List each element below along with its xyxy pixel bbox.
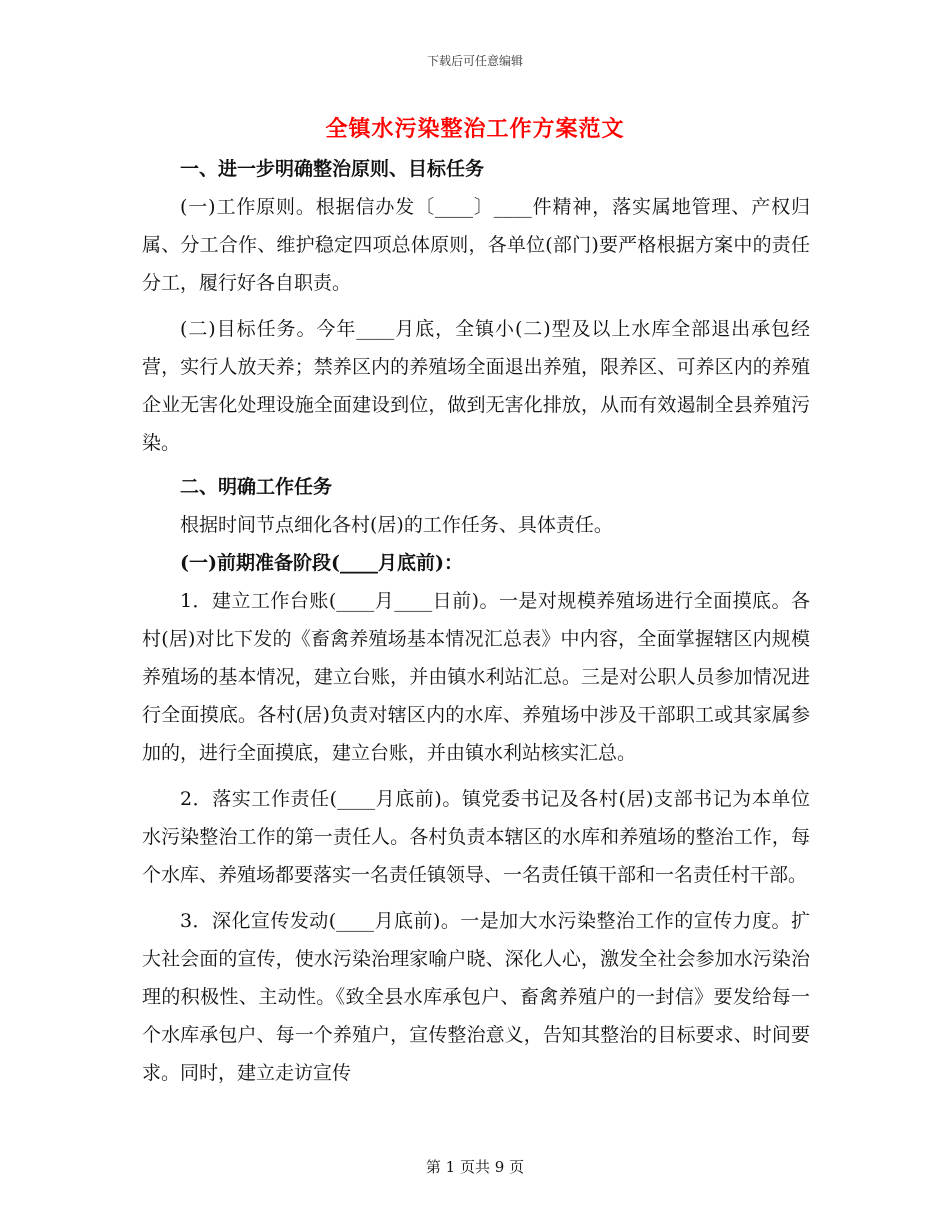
paragraph-intro: 根据时间节点细化各村(居)的工作任务、具体责任。: [180, 514, 613, 536]
paragraph-item-2: 2．落实工作责任(____月底前)。镇党委书记及各村(居)支部书记为本单位水污染整治工作的第一责任人。各村负责本辖区的水库和养殖场的整治工作，每个水库、养殖场都要落实一名责任镇领导、一名责任镇干部和一名责任村干部。: [142, 788, 810, 886]
section-heading-1: 一、进一步明确整治原则、目标任务: [180, 158, 485, 180]
page-footer-number: 第 1 页共 9 页: [425, 1158, 525, 1176]
paragraph-target-task: (二)目标任务。今年____月底，全镇小(二)型及以上水库全部退出承包经营，实行人放天养；禁养区内的养殖场全面退出养殖，限养区、可养区内的养殖企业无害化处理设施全面建设到位，做到无害化排放，从而有效遏制全县养殖污染。: [142, 318, 810, 454]
paragraph-item-1: 1．建立工作台账(____月____日前)。一是对规模养殖场进行全面摸底。各村(居)对比下发的《畜禽养殖场基本情况汇总表》中内容，全面掌握辖区内规模养殖场的基本情况，建立台账，并由镇水利站汇总。三是对公职人员参加情况进行全面摸底。各村(居)负责对辖区内的水库、养殖场中涉及干部职工或其家属参加的，进行全面摸底，建立台账，并由镇水利站核实汇总。: [142, 590, 810, 764]
document-title: 全镇水污染整治工作方案范文: [325, 116, 625, 142]
document-body: [142, 150, 810, 1092]
subsection-heading-preparation: (一)前期准备阶段(____月底前)：: [180, 552, 463, 574]
paragraph-work-principle: (一)工作原则。根据信办发〔____〕____件精神，落实属地管理、产权归属、分工合作、维护稳定四项总体原则，各单位(部门)要严格根据方案中的责任分工，履行好各自职责。: [142, 196, 810, 294]
section-heading-2: 二、明确工作任务: [180, 476, 333, 498]
paragraph-item-3: 3．深化宣传发动(____月底前)。一是加大水污染整治工作的宣传力度。扩大社会面的宣传，使水污染治理家喻户晓、深化人心，激发全社会参加水污染治理的积极性、主动性。《致全县水库承包户、畜禽养殖户的一封信》要发给每一个水库承包户、每一个养殖户，宣传整治意义，告知其整治的目标要求、时间要求。同时，建立走访宣传: [142, 910, 810, 1084]
page-header-note: 下载后可任意编辑: [426, 54, 523, 68]
